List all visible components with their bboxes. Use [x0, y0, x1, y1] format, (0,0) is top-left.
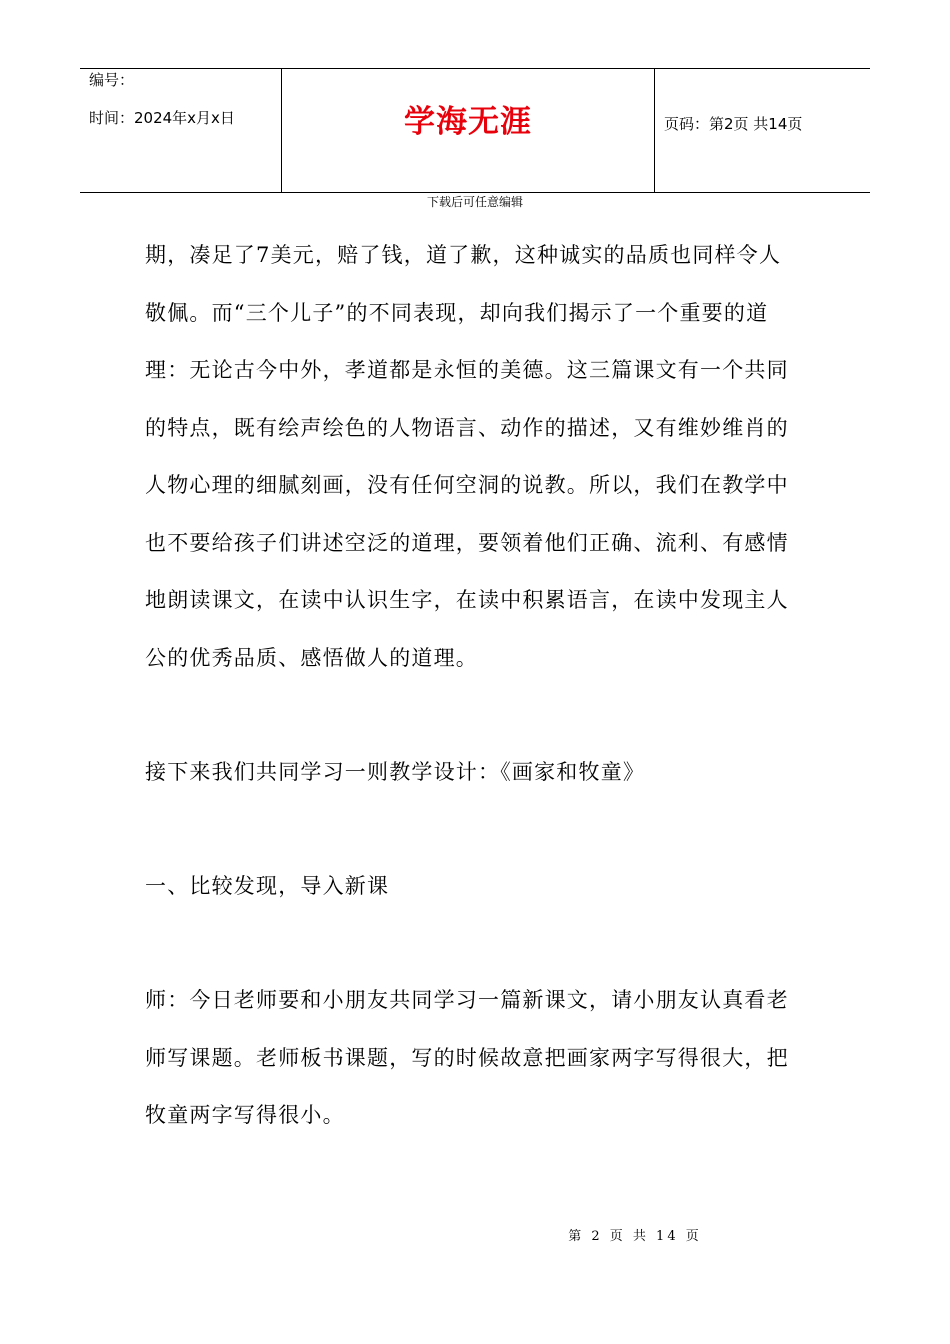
- body-line: 也不要给孩子们讲述空泛的道理，要领着他们正确、流利、有感情: [145, 531, 789, 555]
- body-line: 理：无论古今中外，孝道都是永恒的美德。这三篇课文有一个共同: [145, 358, 789, 382]
- section-heading: 一、比较发现，导入新课: [145, 874, 390, 898]
- header-page-info: 页码：第2页 共14页: [664, 115, 803, 133]
- body-line: 牧童两字写得很小。: [145, 1103, 345, 1127]
- footer-page-number: 第 2 页 共 14 页: [568, 1229, 702, 1244]
- body-line: 人物心理的细腻刻画，没有任何空洞的说教。所以，我们在教学中: [145, 473, 789, 497]
- body-line: 师：今日老师要和小朋友共同学习一篇新课文，请小朋友认真看老: [145, 988, 789, 1012]
- body-line: 敬佩。而“三个儿子”的不同表现，却向我们揭示了一个重要的道: [145, 301, 769, 325]
- body-line: 地朗读课文，在读中认识生字，在读中积累语言，在读中发现主人: [145, 588, 789, 612]
- brand-title: 学海无涯: [404, 104, 532, 140]
- date-label: 时间：2024年x月x日: [89, 109, 235, 127]
- body-line: 期，凑足了7美元，赔了钱，道了歉，这种诚实的品质也同样令人: [145, 243, 782, 267]
- header-divider-right: [654, 68, 655, 193]
- header-top-rule: [80, 68, 870, 69]
- serial-number-label: 编号：: [89, 71, 135, 89]
- body-line: 师写课题。老师板书课题，写的时候故意把画家两字写得很大，把: [145, 1046, 789, 1070]
- edit-note: 下载后可任意编辑: [426, 195, 523, 209]
- body-line: 的特点，既有绘声绘色的人物语言、动作的描述，又有维妙维肖的: [145, 416, 789, 440]
- body-line: 接下来我们共同学习一则教学设计：《画家和牧童》: [145, 760, 646, 784]
- body-line: 公的优秀品质、感悟做人的道理。: [145, 646, 478, 670]
